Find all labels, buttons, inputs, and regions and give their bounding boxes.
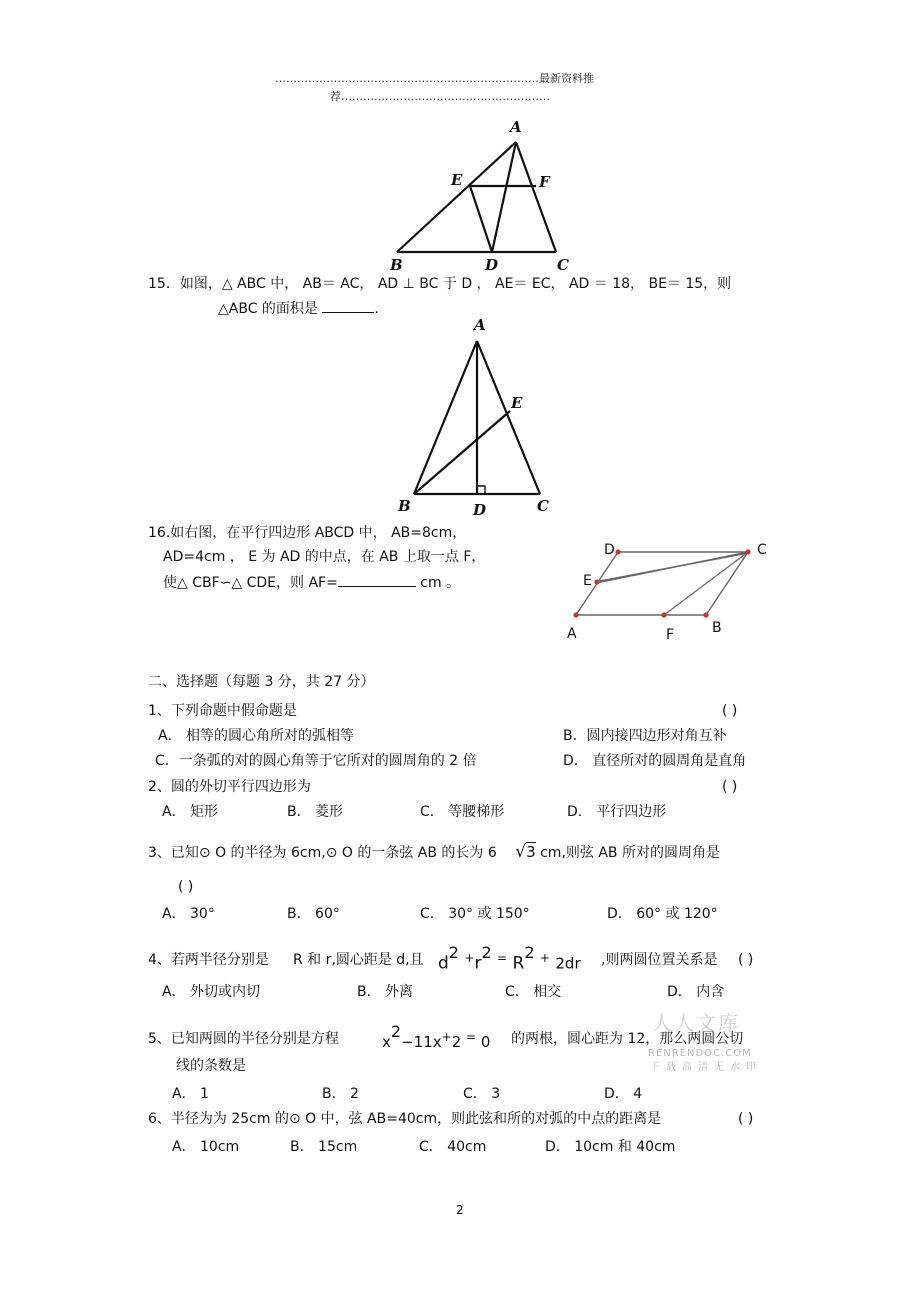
figure3-label-f: F bbox=[666, 627, 675, 643]
q15-line-2 bbox=[218, 298, 379, 318]
figure1-label-d: D bbox=[485, 256, 499, 274]
figure3-label-a: A bbox=[567, 626, 577, 642]
q1-stem: 1、下列命题中假命题是 bbox=[148, 703, 297, 719]
q3-option-d: D． 60° 或 120° bbox=[607, 906, 718, 922]
q5-option-a: A． 1 bbox=[172, 1086, 209, 1102]
q15-line-2-prefix: △ABC 的面积是 bbox=[218, 301, 318, 317]
page-number: 2 bbox=[456, 1203, 464, 1217]
q5-eq-plus: + bbox=[441, 1030, 452, 1044]
figure-triangle-1 bbox=[390, 115, 590, 275]
q3-option-b: B． 60° bbox=[287, 906, 340, 922]
q5-stem-suffix: 的两根，圆心距为 12，那么两圆公切 bbox=[511, 1031, 744, 1047]
q15-line-1: 15．如图，△ ABC 中， AB＝ AC， AD ⊥ BC 于 D ， AE＝ EC， AD ＝ 18， BE＝ 15，则 bbox=[148, 276, 732, 292]
watermark-tagline: 下载高清无水印 bbox=[650, 1062, 762, 1073]
watermark-url: RENRENDOC.COM bbox=[648, 1048, 752, 1059]
figure1-label-f: F bbox=[539, 173, 550, 191]
q15-line-2-suffix: . bbox=[374, 301, 379, 317]
q4-option-c: C． 相交 bbox=[505, 984, 562, 1000]
q5-eq-minus: − bbox=[401, 1033, 414, 1051]
q4-eq-exp2: 2 bbox=[481, 943, 492, 962]
figure2-label-b: B bbox=[398, 497, 411, 515]
figure1-label-b: B bbox=[390, 256, 403, 274]
q5-eq-term: 11x bbox=[413, 1033, 442, 1051]
q6-paren: ( ) bbox=[738, 1111, 754, 1127]
figure-parallelogram bbox=[560, 538, 775, 648]
q15-answer-blank bbox=[322, 298, 374, 313]
q3-paren: ( ) bbox=[178, 879, 194, 895]
q2-stem: 2、圆的外切平行四边形为 bbox=[148, 779, 311, 795]
q3-option-a: A． 30° bbox=[162, 906, 215, 922]
q5-option-c: C． 3 bbox=[463, 1086, 501, 1102]
q3-stem bbox=[148, 843, 720, 862]
figure-triangle-2 bbox=[390, 310, 565, 520]
header-line-1: ………………………………………………………………最新资料推 bbox=[275, 72, 594, 85]
q4-paren: ( ) bbox=[738, 952, 754, 968]
q1-option-c: C．一条弧的对的圆心角等于它所对的圆周角的 2 倍 bbox=[155, 753, 477, 769]
q1-paren: ( ) bbox=[722, 703, 738, 719]
q4-option-b: B． 外离 bbox=[357, 984, 414, 1000]
q5-eq-zero: 0 bbox=[480, 1033, 491, 1051]
figure3-label-e: E bbox=[583, 573, 592, 589]
q4-eq-term: 2dr bbox=[555, 954, 581, 973]
q2-option-d: D． 平行四边形 bbox=[567, 804, 667, 820]
q6-option-d: D． 10cm 和 40cm bbox=[545, 1139, 676, 1155]
q4-stem-prefix: 4、若两半径分别是 bbox=[148, 952, 269, 968]
q4-eq-plus2: + bbox=[539, 951, 550, 965]
watermark-logo-text: 人人文库 bbox=[652, 1011, 740, 1035]
q5-eq-exp: 2 bbox=[390, 1022, 402, 1041]
q1-option-d: D． 直径所对的圆周角是直角 bbox=[563, 753, 747, 769]
figure3-label-d: D bbox=[604, 542, 615, 558]
q5-option-b: B． 2 bbox=[322, 1086, 359, 1102]
q5-line-2: 线的条数是 bbox=[176, 1058, 246, 1074]
q1-option-b: B．圆内接四边形对角互补 bbox=[563, 728, 727, 744]
q5-stem-prefix: 5、已知两圆的半径分别是方程 bbox=[148, 1031, 339, 1047]
section-2-title: 二、选择题（每题 3 分，共 27 分） bbox=[148, 674, 375, 690]
q4-eq-r: r bbox=[474, 953, 482, 974]
q2-option-c: C． 等腰梯形 bbox=[420, 804, 505, 820]
q16-line-3-suffix: cm 。 bbox=[420, 575, 461, 591]
q6-stem: 6、半径为为 25cm 的⊙ O 中，弦 AB=40cm，则此弦和所的对弧的中点的距离是 bbox=[148, 1111, 662, 1127]
q4-eq-equals: = bbox=[497, 951, 508, 965]
q16-line-3-prefix: 使△ CBF∽△ CDE，则 AF= bbox=[163, 575, 338, 591]
q4-eq-exp1: 2 bbox=[448, 943, 459, 962]
q6-option-b: B． 15cm bbox=[290, 1139, 358, 1155]
q4-option-d: D． 内含 bbox=[667, 984, 725, 1000]
q16-line-1: 16.如右图，在平行四边形 ABCD 中， AB=8cm， bbox=[148, 525, 467, 541]
q16-line-3 bbox=[163, 572, 460, 592]
q5-option-d: D． 4 bbox=[604, 1086, 643, 1102]
q3-sqrt-symbol: √ bbox=[515, 842, 527, 862]
q3-stem-prefix: 3、已知⊙ O 的半径为 6cm,⊙ O 的一条弦 AB 的长为 6 bbox=[148, 845, 497, 861]
q4-option-a: A． 外切或内切 bbox=[162, 984, 261, 1000]
q4-stem-mid: R 和 r,圆心距是 d,且 bbox=[293, 952, 424, 968]
figure2-label-c: C bbox=[537, 497, 549, 515]
q3-stem-suffix: cm,则弦 AB 所对的圆周角是 bbox=[540, 845, 720, 861]
figure1-label-a: A bbox=[510, 118, 522, 136]
figure2-label-e: E bbox=[511, 394, 523, 412]
q3-option-c: C． 30° 或 150° bbox=[420, 906, 530, 922]
q5-eq-x: x bbox=[382, 1033, 391, 1051]
figure3-label-b: B bbox=[712, 620, 722, 636]
q5-equation bbox=[382, 1022, 491, 1053]
figure1-label-c: C bbox=[557, 256, 569, 274]
figure2-label-d: D bbox=[473, 501, 487, 519]
q1-option-a: A． 相等的圆心角所对的弧相等 bbox=[158, 728, 355, 744]
q4-eq-plus1: + bbox=[464, 951, 475, 965]
q6-option-c: C． 40cm bbox=[419, 1139, 487, 1155]
q2-option-b: B． 菱形 bbox=[287, 804, 344, 820]
header-line-2: 荐………………………………………………… bbox=[330, 90, 550, 103]
q16-answer-blank bbox=[338, 572, 416, 587]
q4-eq-R: R bbox=[512, 953, 525, 974]
q5-eq-const: 2 bbox=[451, 1033, 462, 1051]
figure1-label-e: E bbox=[451, 171, 463, 189]
q6-option-a: A． 10cm bbox=[172, 1139, 240, 1155]
q4-stem-suffix: ,则两圆位置关系是 bbox=[601, 952, 718, 968]
q4-eq-d: d bbox=[438, 953, 449, 974]
q3-sqrt-value: 3 bbox=[526, 843, 536, 861]
figure3-label-c: C bbox=[757, 542, 767, 558]
q5-eq-equals: = bbox=[466, 1030, 477, 1044]
q16-line-2: AD=4cm ， E 为 AD 的中点，在 AB 上取一点 F， bbox=[163, 549, 486, 565]
q2-paren: ( ) bbox=[722, 779, 738, 795]
figure2-label-a: A bbox=[474, 316, 486, 334]
q2-option-a: A． 矩形 bbox=[162, 804, 219, 820]
q4-eq-exp3: 2 bbox=[524, 943, 535, 962]
q4-equation bbox=[438, 943, 581, 975]
